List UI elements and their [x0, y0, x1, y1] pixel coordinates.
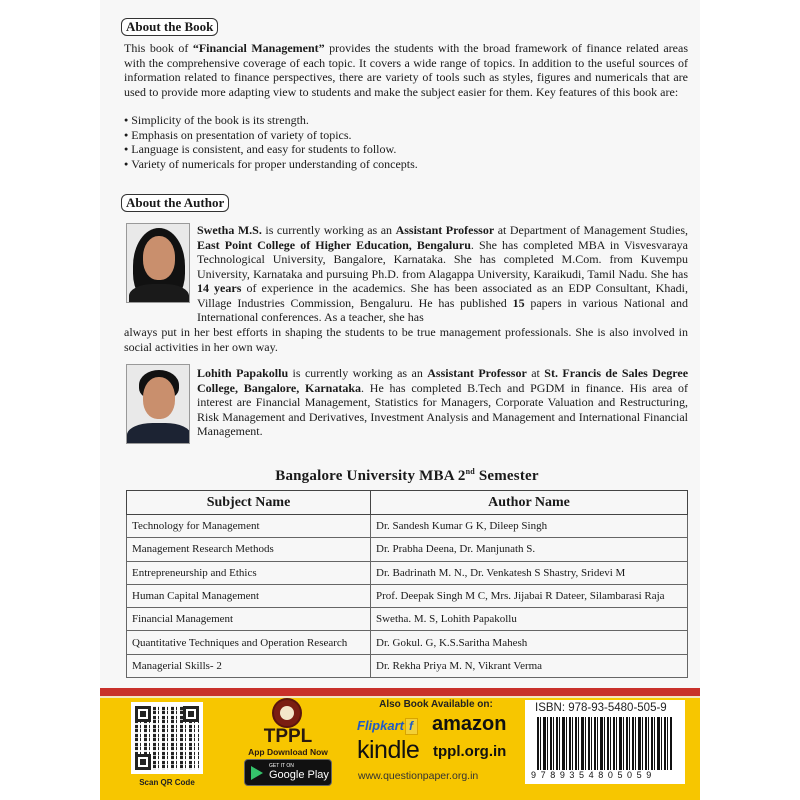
barcode-icon — [537, 717, 673, 771]
stripe-divider — [100, 696, 700, 698]
author-photo-swetha — [126, 223, 190, 303]
author-cell: Dr. Sandesh Kumar G K, Dileep Singh — [371, 515, 688, 538]
qr-code[interactable] — [131, 702, 203, 774]
author-bio-lohith — [197, 366, 688, 439]
bio-text: . She has completed MBA in Visvesvaraya Technological University, Bangalore, Karnataka. She has completed M.Com. from Kuvempu University, Karnataka and pursuing Ph.D. from Alagappa University, Karaikudi, Tamil Nadu. She has — [197, 237, 688, 281]
title-text: Semester — [474, 468, 539, 484]
feature-list — [124, 113, 684, 171]
isbn-barcode-box — [525, 700, 685, 784]
table-row — [127, 654, 688, 677]
app-download-cta: App Download Now — [248, 747, 328, 757]
feature-item: ● Emphasis on presentation of variety of topics. — [124, 128, 684, 143]
author-bio-swetha-tail: always put in her best efforts in shaping the students to be true management professionals. She is also involved in social activities in her own way. — [124, 325, 688, 354]
about-book-intro — [124, 41, 688, 99]
google-play-button[interactable] — [244, 759, 332, 786]
red-stripe — [100, 688, 700, 696]
bio-text: papers in various National and International conferences. As a teacher, she has — [197, 295, 689, 324]
author-photo-lohith — [126, 364, 190, 444]
author-cell: Swetha. M. S, Lohith Papakollu — [371, 608, 688, 631]
title-sup: nd — [465, 467, 475, 476]
about-book-heading: About the Book — [121, 18, 218, 36]
author-papers: 15 — [512, 295, 525, 310]
flipkart-bag-icon — [405, 718, 418, 735]
subject-cell: Quantitative Techniques and Operation Research — [127, 631, 371, 654]
feature-item: ● Variety of numericals for proper understanding of concepts. — [124, 157, 684, 172]
publisher-name: TPPL — [263, 726, 313, 747]
bio-text: . He has completed B.Tech and PGDM in finance. His area of interest are Financial Management, Statistics for Managers, Corporate Valuation and Restructuring, Risk Management and Derivatives, Investment Analysis and Management and International Financial Management. — [197, 380, 688, 438]
feature-item: ● Language is consistent, and easy for students to follow. — [124, 142, 684, 157]
play-store-icon — [251, 766, 263, 780]
author-bio-swetha — [197, 223, 688, 325]
column-header-subject: Subject Name — [127, 491, 371, 515]
author-cell: Dr. Badrinath M. N., Dr. Venkatesh S Shastry, Sridevi M — [371, 561, 688, 584]
table-row — [127, 515, 688, 538]
subjects-table — [126, 490, 688, 678]
store-amazon[interactable]: amazon — [432, 713, 507, 735]
author-cell: Dr. Rekha Priya M. N, Vikrant Verma — [371, 654, 688, 677]
author-cell: Prof. Deepak Singh M C, Mrs. Jijabai R Dateer, Silambarasi Raja — [371, 584, 688, 607]
feature-item: ● Simplicity of the book is its strength. — [124, 113, 684, 128]
table-row — [127, 631, 688, 654]
availability-title: Also Book Available on: — [379, 699, 493, 710]
subject-cell: Human Capital Management — [127, 584, 371, 607]
author-role: Assistant Professor — [427, 366, 527, 380]
footer-band — [100, 688, 700, 800]
table-header-row — [127, 491, 688, 515]
isbn-text: ISBN: 978-93-5480-505-9 — [535, 702, 667, 714]
gplay-label: Google Play — [269, 769, 329, 781]
intro-text: This book of — [124, 41, 193, 55]
book-title: “Financial Management” — [192, 41, 325, 55]
bio-text: is currently working as an — [288, 366, 428, 380]
qr-code-icon — [135, 706, 199, 770]
store-flipkart[interactable]: Flipkart — [357, 718, 404, 733]
subject-cell: Management Research Methods — [127, 538, 371, 561]
bio-text: is currently working as an — [261, 223, 396, 237]
author-cell: Dr. Gokul. G, K.S.Saritha Mahesh — [371, 631, 688, 654]
table-row — [127, 561, 688, 584]
author-role: Assistant Professor — [395, 223, 495, 237]
subject-cell: Financial Management — [127, 608, 371, 631]
intro-text: provides the students with the broad framework of finance related areas with the comprehensive coverage of each topic. It covers a wide range of topics. In addition to the useful sources of information related to finance perspectives, there are variety of tools such as styles, figures and numericals that are used to provide more adapting view to students and make the subject easier for them. Key features of this book are: — [124, 41, 688, 99]
column-header-author: Author Name — [371, 491, 688, 515]
subject-cell: Technology for Management — [127, 515, 371, 538]
author-name: Swetha M.S. — [197, 223, 262, 237]
qr-label: Scan QR Code — [139, 778, 195, 787]
tppl-logo-icon — [272, 698, 302, 728]
author-experience: 14 years — [197, 281, 242, 295]
bio-text: at Department of Management Studies, — [494, 223, 689, 237]
table-row — [127, 584, 688, 607]
store-kindle[interactable]: kindle — [357, 736, 420, 764]
subject-cell: Managerial Skills- 2 — [127, 654, 371, 677]
bio-text: of experience in the academics. She has been associated as an EDP Consultant, Khadi, Village Industries Commission, Bengaluru. He has published — [197, 281, 688, 310]
gplay-caption: GET IT ON — [269, 763, 294, 769]
author-institution: St. Francis de Sales Degree College, Bangalore, Karnataka — [197, 366, 689, 395]
author-name: Lohith Papakollu — [197, 366, 289, 380]
about-author-heading: About the Author — [121, 194, 229, 212]
store-tppl[interactable]: tppl.org.in — [433, 743, 507, 760]
barcode-digits: 9789354805059 — [531, 770, 679, 780]
table-row — [127, 538, 688, 561]
bio-text: at — [526, 366, 545, 380]
subject-cell: Entrepreneurship and Ethics — [127, 561, 371, 584]
author-institution: East Point College of Higher Education, Bengaluru — [197, 237, 471, 252]
table-title — [126, 467, 688, 485]
author-cell: Dr. Prabha Deena, Dr. Manjunath S. — [371, 538, 688, 561]
table-row — [127, 608, 688, 631]
title-text: Bangalore University MBA 2 — [275, 468, 466, 484]
website-link[interactable]: www.questionpaper.org.in — [358, 770, 479, 782]
